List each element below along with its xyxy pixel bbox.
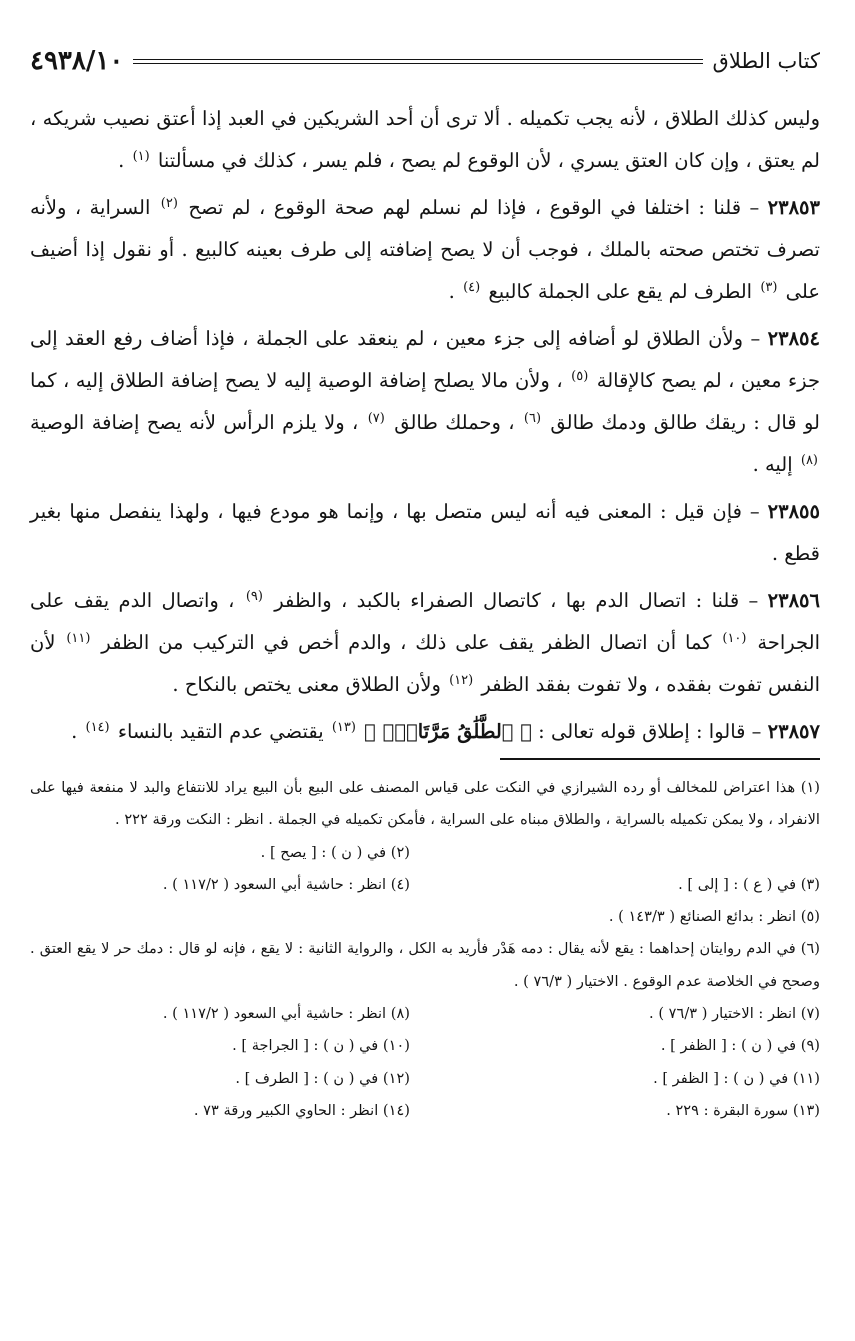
paragraph-number: ٢٣٨٥٥ bbox=[767, 500, 820, 523]
paragraph-number: ٢٣٨٥٣ bbox=[767, 196, 820, 219]
text-run: . bbox=[448, 280, 462, 303]
text-run: . bbox=[71, 720, 84, 743]
footnote: (٦) في الدم روايتان إحداهما : يقع لأنه يقال : دمه هَدْر فأريد به الكل ، والرواية الثانية : لا يقع ، فإنه لو قال : دمك حر لا يقع العتق . وصحح في الخلاصة عدم الوقوع . الاختيار ( ٧٦/٣ ) . bbox=[30, 940, 820, 990]
paragraph bbox=[30, 491, 820, 575]
book-title: كتاب الطلاق bbox=[712, 49, 820, 73]
footnote-row bbox=[30, 1030, 820, 1062]
page-number: ٤٩٣٨/١٠ bbox=[30, 46, 124, 76]
text-run: ولأن الطلاق معنى يختص بالنكاح . bbox=[172, 673, 448, 696]
paragraph bbox=[30, 187, 820, 313]
paragraph-number: ٢٣٨٥٤ bbox=[767, 327, 820, 350]
footnote-row bbox=[30, 837, 820, 869]
text-run: ، ولا يلزم الرأس لأنه يصح إضافة الوصية bbox=[30, 411, 366, 434]
footnote-row bbox=[30, 1063, 820, 1095]
paragraph bbox=[30, 98, 820, 182]
footnote-row bbox=[30, 869, 820, 901]
text-run: . bbox=[118, 149, 131, 172]
footnote-reference: (٦) bbox=[523, 410, 542, 426]
footnote-reference: (٧) bbox=[367, 410, 385, 426]
paragraph bbox=[30, 711, 820, 753]
text-run: السراية ، ولأنه تصرف تختص صحته بالملك ، فوجب أن لا يصح إضافته إلى طرف بعينه كالبيع . أو نقول إذا أضيف على bbox=[30, 196, 820, 303]
text-run: الطرف لم يقع على الجملة كالبيع bbox=[482, 280, 759, 303]
footnote: (١١) في ( ن ) : [ الظفر ] . bbox=[653, 1069, 820, 1087]
footnote: (١٣) سورة البقرة : ٢٢٩ . bbox=[666, 1101, 820, 1119]
footnote-reference: (١٤) bbox=[85, 719, 110, 735]
book-page bbox=[30, 40, 820, 1127]
footnote-row bbox=[30, 1095, 820, 1127]
main-text bbox=[30, 98, 820, 753]
footnote: (٢) في ( ن ) : [ يصح ] . bbox=[260, 843, 410, 861]
footnote-reference: (٤) bbox=[463, 279, 481, 295]
footnote: (٩) في ( ن ) : [ الظفر ] . bbox=[660, 1037, 820, 1055]
footnote: (٤) انظر : حاشية أبي السعود ( ١١٧/٢ ) . bbox=[162, 875, 410, 893]
footnotes bbox=[30, 772, 820, 1127]
footnote: (٧) انظر : الاختيار ( ٧٦/٣ ) . bbox=[649, 1005, 820, 1023]
text-run: – قلنا : اختلفا في الوقوع ، فإذا لم نسلم لهم صحة الوقوع ، لم تصح bbox=[179, 196, 768, 219]
footnote-reference: (٨) bbox=[800, 452, 818, 468]
footnote: (١) هذا اعتراض للمخالف أو رده الشيرازي في النكت على قياس المصنف على البيع بأن البيع يراد للانتفاع والبد لا منفعة فيها على الانفراد ، ولا يمكن تكميله بالسراية ، والطلاق مبناه على السراية ، فأمكن تكميله في الجملة . انظر : النكت ورقة ٢٢٢ . bbox=[30, 779, 820, 829]
footnote: (٣) في ( ع ) : [ إلى ] . bbox=[678, 875, 820, 893]
footnote-row bbox=[30, 998, 820, 1030]
footnote-reference: (٣) bbox=[760, 279, 778, 295]
footnote-reference: (٢) bbox=[160, 195, 178, 211]
footnote bbox=[30, 901, 440, 933]
text-run: – فإن قيل : المعنى فيه أنه ليس متصل بها ، وإنما هو مودع فيها ، ولهذا ينفصل منها بغير قطع . bbox=[30, 500, 820, 565]
footnote-reference: (٥) bbox=[571, 368, 589, 384]
quran-quote: ﴿ ٱلطَّلَٰقُ مَرَّتَانِۖ ﴾ bbox=[364, 720, 532, 743]
footnote: (١٤) انظر : الحاوي الكبير ورقة ٧٣ . bbox=[193, 1101, 410, 1119]
paragraph bbox=[30, 580, 820, 706]
footnote-reference: (١) bbox=[132, 148, 150, 164]
text-run: ، وحملك طالق bbox=[386, 411, 522, 434]
text-run: ، واتصال الدم يقف على الجراحة bbox=[30, 589, 820, 654]
footnote: (١٠) في ( ن ) : [ الجراجة ] . bbox=[232, 1037, 410, 1055]
footnote-reference: (١٢) bbox=[449, 672, 474, 688]
footnote-reference: (١٠) bbox=[722, 630, 747, 646]
text-run: – قالوا : إطلاق قوله تعالى : bbox=[531, 720, 768, 743]
text-run: ، ولأن مالا يصلح إضافة الوصية إليه لا يصح إضافة الطلاق إليه ، كما لو قال : ريقك طالق ودمك طالق bbox=[30, 369, 820, 434]
text-run: كما أن اتصال الظفر يقف على ذلك ، والدم أخص في التركيب من الظفر bbox=[92, 631, 721, 654]
paragraph bbox=[30, 318, 820, 486]
footnote-reference: (٩) bbox=[245, 588, 263, 604]
text-run: إليه . bbox=[752, 453, 799, 476]
text-run: وليس كذلك الطلاق ، لأنه يجب تكميله . ألا ترى أن أحد الشريكين في العبد إذا أعتق نصيب شريكه ، لم يعتق ، وإن كان العتق يسري ، لأن الوقوع لم يصح ، فلم يسر ، كذلك في مسألتنا bbox=[30, 107, 820, 172]
footnote-reference: (١٣) bbox=[331, 719, 356, 735]
footnote: (١٢) في ( ن ) : [ الطرف ] . bbox=[235, 1069, 410, 1087]
text-run: لأن النفس تفوت بفقده ، ولا تفوت بفقد الظفر bbox=[30, 631, 820, 696]
footnote-separator bbox=[500, 758, 820, 760]
text-run: – ولأن الطلاق لو أضافه إلى جزء معين ، لم ينعقد على الجملة ، فإذا أضاف رفع العقد إلى جزء معين ، لم يصح كالإقالة bbox=[30, 327, 820, 392]
paragraph-number: ٢٣٨٥٧ bbox=[767, 720, 820, 743]
page-header bbox=[30, 40, 820, 82]
header-rule bbox=[133, 59, 702, 64]
footnote: (٥) انظر : بدائع الصنائع ( ١٤٣/٣ ) . bbox=[608, 908, 820, 926]
text-run: يقتضي عدم التقيد بالنساء bbox=[111, 720, 330, 743]
footnote: (٨) انظر : حاشية أبي السعود ( ١١٧/٢ ) . bbox=[162, 1005, 410, 1023]
paragraph-number: ٢٣٨٥٦ bbox=[767, 589, 820, 612]
footnote-row bbox=[30, 901, 820, 933]
text-run: – قلنا : اتصال الدم بها ، كاتصال الصفراء بالكبد ، والظفر bbox=[264, 589, 768, 612]
footnote-reference: (١١) bbox=[66, 630, 91, 646]
footnote bbox=[440, 837, 820, 869]
